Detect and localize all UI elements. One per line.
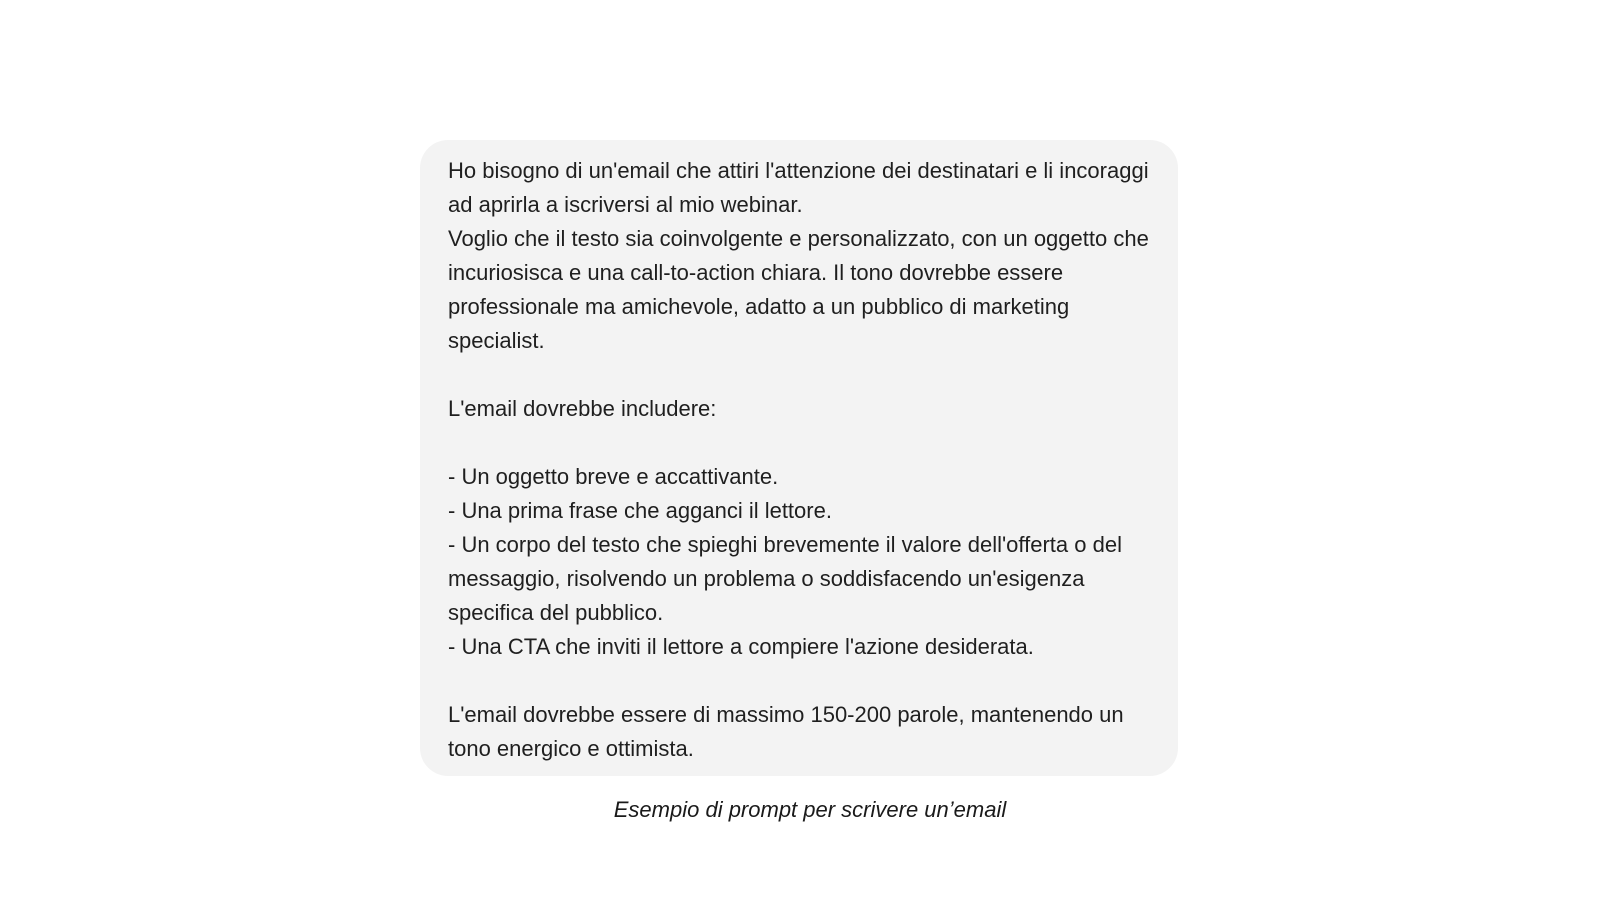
list-item: - Un corpo del testo che spieghi brevemente il valore dell'offerta o del messaggio, risolvendo un problema o soddisfacendo un'esigenza specifica del pubblico. — [448, 532, 1129, 625]
list-item: - Una CTA che inviti il lettore a compiere l'azione desiderata. — [448, 634, 1034, 659]
spacer — [448, 426, 1154, 460]
message-include-heading: L'email dovrebbe includere: — [448, 396, 717, 421]
list-item: - Un oggetto breve e accattivante. — [448, 464, 779, 489]
message-closing: L'email dovrebbe essere di massimo 150-200 parole, mantenendo un tono energico e ottimista. — [448, 702, 1130, 761]
message-details: Voglio che il testo sia coinvolgente e personalizzato, con un oggetto che incuriosisca e una call-to-action chiara. Il tono dovrebbe essere professionale ma amichevole, adatto a un pubblico di marketing specialist. — [448, 226, 1155, 353]
list-item: - Una prima frase che agganci il lettore. — [448, 498, 832, 523]
image-caption: Esempio di prompt per scrivere un’email — [613, 797, 1007, 822]
message-intro: Ho bisogno di un'email che attiri l'attenzione dei destinatari e li incoraggi ad aprirla a iscriversi al mio webinar. — [448, 158, 1155, 217]
prompt-message-bubble — [420, 140, 1178, 776]
spacer — [448, 358, 1154, 392]
spacer — [448, 664, 1154, 698]
